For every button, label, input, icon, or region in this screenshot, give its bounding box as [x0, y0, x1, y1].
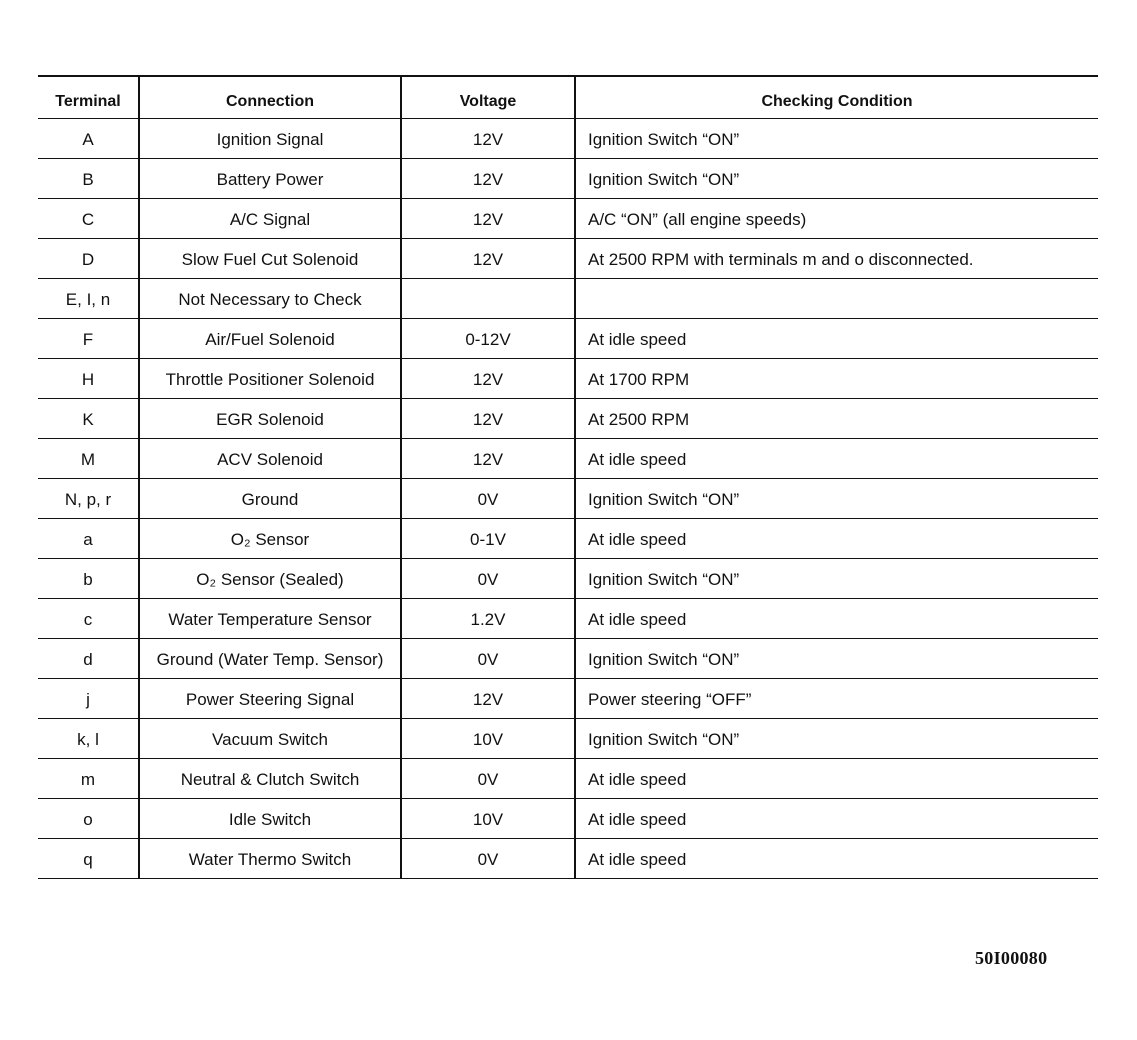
table-row: [38, 279, 1098, 319]
connection-cell: Power Steering Signal: [139, 679, 401, 719]
voltage-cell: 10V: [401, 719, 575, 759]
table-row: [38, 439, 1098, 479]
voltage-cell: 0V: [401, 559, 575, 599]
terminal-cell: A: [38, 119, 139, 159]
condition-cell: At idle speed: [575, 439, 1098, 479]
terminal-cell: j: [38, 679, 139, 719]
condition-cell: Ignition Switch “ON”: [575, 159, 1098, 199]
terminal-cell: c: [38, 599, 139, 639]
terminal-cell: H: [38, 359, 139, 399]
voltage-cell: 12V: [401, 239, 575, 279]
table-row: [38, 199, 1098, 239]
voltage-cell: 12V: [401, 159, 575, 199]
terminal-cell: k, l: [38, 719, 139, 759]
terminal-cell: d: [38, 639, 139, 679]
table-row: [38, 239, 1098, 279]
voltage-cell: 0V: [401, 759, 575, 799]
table-row: [38, 799, 1098, 839]
condition-cell: Ignition Switch “ON”: [575, 719, 1098, 759]
condition-cell: At idle speed: [575, 839, 1098, 879]
condition-cell: At idle speed: [575, 599, 1098, 639]
table-row: [38, 479, 1098, 519]
terminal-cell: E, I, n: [38, 279, 139, 319]
connection-cell: Ground (Water Temp. Sensor): [139, 639, 401, 679]
connection-cell: Battery Power: [139, 159, 401, 199]
terminal-cell: m: [38, 759, 139, 799]
terminal-cell: o: [38, 799, 139, 839]
connection-cell: Ground: [139, 479, 401, 519]
terminal-cell: B: [38, 159, 139, 199]
condition-cell: Power steering “OFF”: [575, 679, 1098, 719]
condition-cell: Ignition Switch “ON”: [575, 559, 1098, 599]
condition-cell: [575, 279, 1098, 319]
connection-cell: A/C Signal: [139, 199, 401, 239]
condition-cell: At idle speed: [575, 319, 1098, 359]
table-row: [38, 719, 1098, 759]
terminal-voltage-table: [38, 75, 1098, 879]
connection-cell: Water Thermo Switch: [139, 839, 401, 879]
condition-cell: A/C “ON” (all engine speeds): [575, 199, 1098, 239]
connection-cell: Idle Switch: [139, 799, 401, 839]
connection-cell: Water Temperature Sensor: [139, 599, 401, 639]
table-row: [38, 759, 1098, 799]
table-row: [38, 559, 1098, 599]
connection-cell: ACV Solenoid: [139, 439, 401, 479]
connection-cell: Neutral & Clutch Switch: [139, 759, 401, 799]
connection-cell: O₂ Sensor: [139, 519, 401, 559]
connection-cell: EGR Solenoid: [139, 399, 401, 439]
voltage-cell: [401, 279, 575, 319]
voltage-cell: 1.2V: [401, 599, 575, 639]
voltage-cell: 0-1V: [401, 519, 575, 559]
table-row: [38, 319, 1098, 359]
table-row: [38, 159, 1098, 199]
condition-cell: At idle speed: [575, 519, 1098, 559]
table-row: [38, 639, 1098, 679]
condition-cell: At 2500 RPM with terminals m and o disconnected.: [575, 239, 1098, 279]
table-row: [38, 599, 1098, 639]
condition-cell: Ignition Switch “ON”: [575, 479, 1098, 519]
table-row: [38, 359, 1098, 399]
connection-cell: Vacuum Switch: [139, 719, 401, 759]
voltage-cell: 0V: [401, 479, 575, 519]
condition-cell: At idle speed: [575, 759, 1098, 799]
table-row: [38, 119, 1098, 159]
header-checking-condition: Checking Condition: [575, 76, 1098, 119]
connection-cell: Slow Fuel Cut Solenoid: [139, 239, 401, 279]
terminal-cell: M: [38, 439, 139, 479]
terminal-cell: K: [38, 399, 139, 439]
table-row: [38, 679, 1098, 719]
voltage-cell: 0V: [401, 639, 575, 679]
voltage-cell: 0V: [401, 839, 575, 879]
voltage-cell: 12V: [401, 439, 575, 479]
table-row: [38, 519, 1098, 559]
voltage-cell: 12V: [401, 399, 575, 439]
voltage-cell: 10V: [401, 799, 575, 839]
terminal-cell: D: [38, 239, 139, 279]
table-header-row: [38, 76, 1098, 119]
terminal-cell: N, p, r: [38, 479, 139, 519]
voltage-cell: 12V: [401, 359, 575, 399]
document-code: 50I00080: [975, 948, 1048, 968]
terminal-cell: F: [38, 319, 139, 359]
terminal-cell: a: [38, 519, 139, 559]
connection-cell: Not Necessary to Check: [139, 279, 401, 319]
condition-cell: At 2500 RPM: [575, 399, 1098, 439]
voltage-cell: 12V: [401, 199, 575, 239]
table-row: [38, 839, 1098, 879]
header-voltage: Voltage: [401, 76, 575, 119]
voltage-cell: 12V: [401, 679, 575, 719]
connection-cell: Ignition Signal: [139, 119, 401, 159]
connection-cell: Throttle Positioner Solenoid: [139, 359, 401, 399]
condition-cell: Ignition Switch “ON”: [575, 639, 1098, 679]
condition-cell: At 1700 RPM: [575, 359, 1098, 399]
table-row: [38, 399, 1098, 439]
terminal-cell: C: [38, 199, 139, 239]
header-terminal: Terminal: [38, 76, 139, 119]
voltage-cell: 12V: [401, 119, 575, 159]
voltage-cell: 0-12V: [401, 319, 575, 359]
connection-cell: Air/Fuel Solenoid: [139, 319, 401, 359]
terminal-cell: q: [38, 839, 139, 879]
connection-cell: O₂ Sensor (Sealed): [139, 559, 401, 599]
condition-cell: At idle speed: [575, 799, 1098, 839]
terminal-voltage-table-wrapper: [38, 75, 1098, 879]
condition-cell: Ignition Switch “ON”: [575, 119, 1098, 159]
terminal-cell: b: [38, 559, 139, 599]
header-connection: Connection: [139, 76, 401, 119]
